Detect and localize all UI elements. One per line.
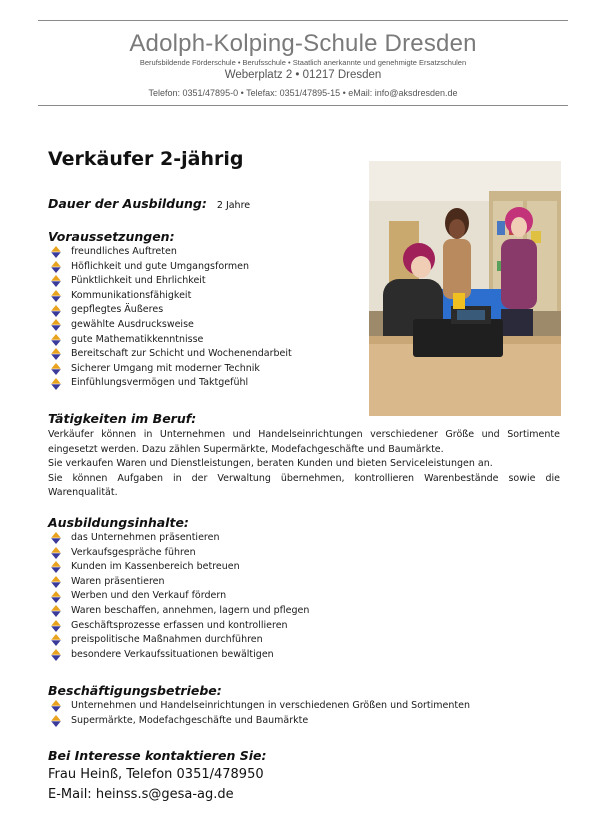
- arrow-bullet-icon: [50, 246, 62, 258]
- list-item: [50, 362, 292, 377]
- kontakt-person: Frau Heinß, Telefon 0351/478950: [48, 767, 264, 782]
- store-photo-illustration: [369, 161, 561, 416]
- arrow-bullet-icon: [50, 649, 62, 661]
- list-item: [50, 604, 309, 619]
- arrow-bullet-icon: [50, 634, 62, 646]
- betriebe-list: [50, 699, 470, 728]
- list-item-text: Einfühlungsvermögen und Taktgefühl: [71, 377, 249, 389]
- arrow-bullet-icon: [50, 605, 62, 617]
- arrow-bullet-icon: [50, 363, 62, 375]
- school-name: Adolph-Kolping-Schule Dresden: [129, 30, 477, 57]
- taetigkeiten-paragraph: Sie können Aufgaben in der Verwaltung übernehmen, kontrollieren Warenbestände sowie die Warenqualität.: [48, 472, 560, 499]
- arrow-bullet-icon: [50, 319, 62, 331]
- arrow-bullet-icon: [50, 305, 62, 317]
- list-item: [50, 318, 292, 333]
- list-item-text: freundliches Auftreten: [71, 246, 177, 257]
- list-item-text: Supermärkte, Modefachgeschäfte und Baumärkte: [71, 714, 309, 726]
- arrow-bullet-icon: [50, 348, 62, 360]
- dauer-heading: [48, 196, 250, 211]
- list-item: [50, 260, 292, 275]
- list-item-text: Werben und den Verkauf fördern: [71, 590, 227, 602]
- arrow-bullet-icon: [50, 334, 62, 346]
- list-item-text: besondere Verkaufssituationen bewältigen: [71, 648, 274, 660]
- list-item: [50, 648, 309, 663]
- page-title: Verkäufer 2-jährig: [48, 148, 244, 170]
- kontakt-email: E-Mail: heinss.s@gesa-ag.de: [48, 787, 234, 802]
- list-item: [50, 589, 309, 604]
- arrow-bullet-icon: [50, 290, 62, 302]
- list-item-text: Kommunikationsfähigkeit: [71, 289, 192, 301]
- list-item-text: Kunden im Kassenbereich betreuen: [71, 561, 240, 573]
- arrow-bullet-icon: [50, 561, 62, 573]
- list-item: [50, 289, 292, 304]
- arrow-bullet-icon: [50, 378, 62, 390]
- list-item-text: Pünktlichkeit und Ehrlichkeit: [71, 275, 206, 287]
- list-item: [50, 633, 309, 648]
- list-item: [50, 575, 309, 590]
- list-item: [50, 619, 309, 634]
- arrow-bullet-icon: [50, 700, 62, 712]
- taetigkeiten-paragraph: Verkäufer können in Unternehmen und Handelseinrichtungen verschiedener Größe und Sortimente eingesetzt werden. Dazu zählen Supermärkte, Modefachgeschäfte und Baumärkte.: [48, 429, 560, 455]
- list-item-text: Bereitschaft zur Schicht und Wochenendarbeit: [71, 348, 292, 360]
- arrow-bullet-icon: [50, 261, 62, 273]
- list-item-text: das Unternehmen präsentieren: [71, 532, 220, 543]
- arrow-bullet-icon: [50, 576, 62, 588]
- kontakt-heading: Bei Interesse kontaktieren Sie:: [48, 748, 267, 763]
- dauer-label: Dauer der Ausbildung:: [48, 196, 207, 211]
- list-item: [50, 347, 292, 362]
- list-item-text: gute Mathematikkenntnisse: [71, 333, 204, 345]
- arrow-bullet-icon: [50, 715, 62, 727]
- list-item-text: Sicherer Umgang mit moderner Technik: [71, 362, 260, 374]
- list-item-text: Höflichkeit und gute Umgangsformen: [71, 260, 250, 272]
- arrow-bullet-icon: [50, 275, 62, 287]
- list-item-text: Unternehmen und Handelseinrichtungen in verschiedenen Größen und Sortimenten: [71, 700, 470, 711]
- letterhead-bottom-rule: [38, 105, 568, 106]
- school-contact: Telefon: 0351/47895-0 • Telefax: 0351/47895-15 • eMail: info@aksdresden.de: [148, 88, 458, 98]
- ausbildungsinhalte-heading: Ausbildungsinhalte:: [48, 515, 189, 530]
- list-item: [50, 699, 470, 714]
- list-item: [50, 531, 309, 546]
- taetigkeiten-text: [48, 428, 560, 501]
- ausbildungsinhalte-list: [50, 531, 309, 662]
- list-item-text: Waren präsentieren: [71, 575, 165, 587]
- school-subtitle: Berufsbildende Förderschule • Berufsschule • Staatlich anerkannte und genehmigte Ersatzschulen: [139, 58, 467, 67]
- taetigkeiten-heading: Tätigkeiten im Beruf:: [48, 411, 197, 426]
- voraussetzungen-heading: Voraussetzungen:: [48, 229, 175, 244]
- list-item-text: preispolitische Maßnahmen durchführen: [71, 634, 263, 646]
- list-item: [50, 546, 309, 561]
- school-address: Weberplatz 2 • 01217 Dresden: [224, 69, 382, 81]
- list-item-text: Waren beschaffen, annehmen, lagern und pflegen: [71, 604, 310, 616]
- dauer-value: 2 Jahre: [216, 200, 251, 211]
- list-item: [50, 560, 309, 575]
- betriebe-heading: Beschäftigungsbetriebe:: [48, 683, 222, 698]
- list-item: [50, 303, 292, 318]
- arrow-bullet-icon: [50, 532, 62, 544]
- list-item: [50, 245, 292, 260]
- list-item-text: Verkaufsgespräche führen: [71, 546, 196, 558]
- list-item-text: Geschäftsprozesse erfassen und kontrollieren: [71, 619, 288, 631]
- taetigkeiten-paragraph: Sie verkaufen Waren und Dienstleistungen, beraten Kunden und bieten Serviceleistungen an.: [48, 458, 493, 470]
- list-item: [50, 376, 292, 391]
- voraussetzungen-list: [50, 245, 292, 391]
- store-photo: [369, 161, 561, 416]
- list-item-text: gepflegtes Äußeres: [71, 304, 164, 316]
- arrow-bullet-icon: [50, 620, 62, 632]
- list-item-text: gewählte Ausdrucksweise: [71, 318, 194, 330]
- arrow-bullet-icon: [50, 547, 62, 559]
- list-item: [50, 714, 470, 729]
- list-item: [50, 333, 292, 348]
- arrow-bullet-icon: [50, 591, 62, 603]
- list-item: [50, 274, 292, 289]
- letterhead-top-rule: [38, 20, 568, 21]
